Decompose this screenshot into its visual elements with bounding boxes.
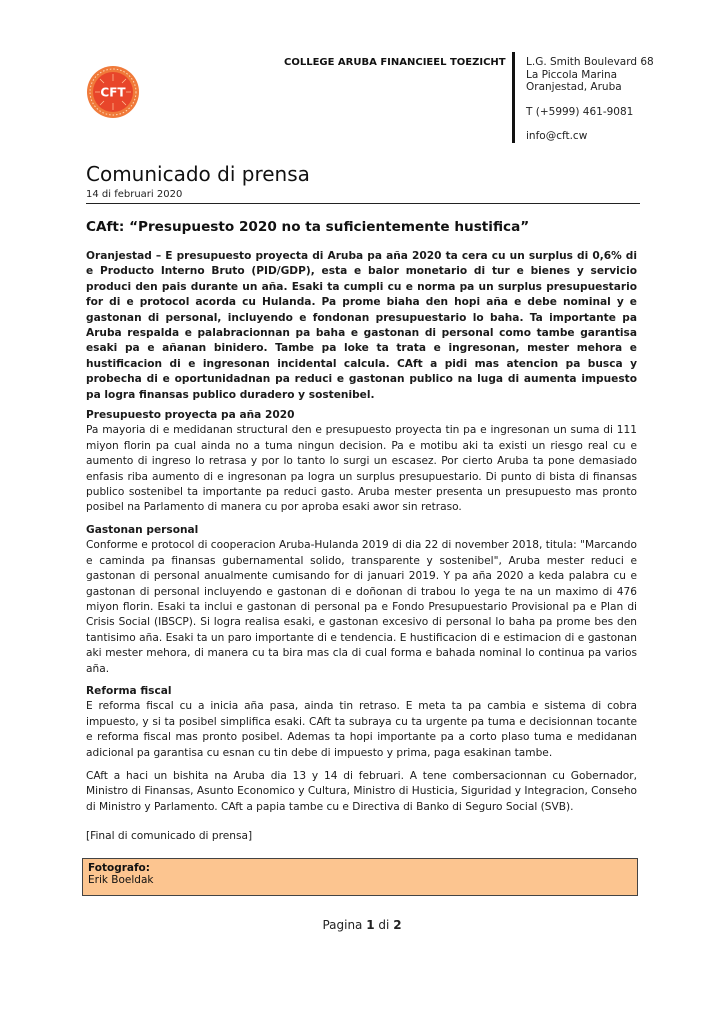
address-line-1: L.G. Smith Boulevard 68 — [526, 56, 654, 68]
section-text: E reforma fiscal cu a inicia aña pasa, ainda tin retraso. E meta ta pa cambia e sistema di cobra impuesto, y si ta posibel simplifica esaki. CAft ta subraya cu ta urgente pa tuma e decisionnan tocante e reforma fiscal mas pronto posibel. Ademas ta hopi importante pa a corto plaso tuma e medidanan adicional pa garantisa cu esnan cu tin debe di impuesto y prima, paga esakinan tambe. — [86, 700, 637, 759]
phone: T (+5999) 461-9081 — [526, 105, 634, 118]
headline: CAft: “Presupuesto 2020 no ta suficientemente hustifica” — [86, 219, 530, 235]
page-prefix: Pagina — [322, 918, 363, 932]
section-personnel — [86, 523, 637, 677]
photographer-label: Fotografo: — [88, 862, 150, 874]
section-text: Pa mayoria di e medidanan structural den e presupuesto proyecta tin pa e ingresonan un suma di 111 miyon florin pa cual ainda no a tuma ningun decision. Pa e motibu aki ta existi un riesgo real cu e aumento di ingreso lo retrasa y por lo tanto lo surgi un escasez. Por cierto Aruba ta pone demasiado enfasis riba aumento di e ingresonan pa logra un surplus presupuestario. Di punto di bista di finansas publico sostenibel ta importante pa reduci gasto. Aruba mester presenta un presupuesto mas pronto posibel na Parlamento di manera cu por aproba esaki awor sin retraso. — [86, 424, 637, 514]
section-text: Conforme e protocol di cooperacion Aruba-Hulanda 2019 di dia 22 di november 2018, titula: "Marcando e caminda pa finansas gubernamental solido, transparente y sostenibel", Aruba mester reduci e gastonan di personal anualmente cumisando for di januari 2019. Y pa aña 2020 a keda palabra cu e gastonan di personal incluyendo e gastonan di e doñonan di trabou lo yega te na un maximo di 476 miyon florin. Esaki ta inclui e gastonan di personal pa e Fondo Presupuestario Provisional pa e Plan di Crisis Social (IBSCP). Si logra realisa esaki, e gastonan excesivo di personal lo baha pa prome bes den tantisimo aña. Esaki ta un paro importante di e tendencia. E hustificacion di e estimacion di e gastonan aki mester mehora, di manera cu ta bira mas cla di cual forma e bahada nominal lo continua pa varios aña. — [86, 539, 637, 675]
current-page: 1 — [366, 918, 375, 932]
visit-paragraph: CAft a haci un bishita na Aruba dia 13 y 14 di februari. A tene combersacionnan cu Gobernador, Ministro di Finansas, Asunto Economico y Cultura, Ministro di Husticia, Siguridad y Integracion, Conseho di Ministro y Parlamento. CAft a papia tambe cu e Directiva di Banko di Seguro Social (SVB). — [86, 770, 638, 813]
title-divider — [86, 203, 640, 204]
address-line-3: Oranjestad, Aruba — [526, 81, 622, 93]
address-line-2: La Piccola Marina — [526, 68, 618, 81]
email-link[interactable]: info@cft.cw — [526, 130, 588, 142]
logo — [86, 65, 140, 119]
release-date: 14 di februari 2020 — [86, 189, 183, 200]
page-title: Comunicado di prensa — [86, 162, 310, 186]
page-indicator — [0, 918, 724, 932]
org-name: COLLEGE ARUBA FINANCIEEL TOEZICHT — [284, 57, 506, 68]
contact-block — [526, 56, 654, 143]
end-note: [Final di comunicado di prensa] — [86, 830, 253, 842]
header-divider — [512, 52, 515, 143]
total-pages: 2 — [393, 918, 402, 932]
logo-text: CFT — [100, 85, 126, 100]
lead-paragraph: Oranjestad – E presupuesto proyecta di Aruba pa aña 2020 ta cera cu un surplus di 0,6% di e Producto Interno Bruto (PID/GDP), esta e balor monetario di tur e bienes y servicio produci den pais durante un aña. Esaki ta cumpli cu e norma pa un surplus presupuestario for di e protocol acorda cu Hulanda. Pa prome biaha den hopi aña e debe nominal y e gastonan di personal, incluyendo e fondonan presupuestario lo baha. Ta importante pa Aruba respalda e palabracionnan pa baha e gastonan di personal como tambe garantisa esaki pa e añanan binidero. Tambe pa loke ta trata e ingresonan, mester mehora e hustificacion di e ingresonan incidental calcula. CAft a pidi mas atencion pa busca y probecha di e oportunidadnan pa reduci e gastonan publico na luga di aumenta impuesto pa logra finansas publico duradero y sostenibel. — [86, 250, 637, 401]
section-heading: Reforma fiscal — [86, 685, 172, 697]
cft-logo-icon — [86, 65, 140, 119]
section-budget — [86, 408, 637, 516]
photographer-box — [82, 858, 638, 896]
section-heading: Presupuesto proyecta pa aña 2020 — [86, 409, 295, 421]
page-sep: di — [378, 918, 390, 932]
photographer-name: Erik Boeldak — [88, 874, 154, 886]
section-heading: Gastonan personal — [86, 524, 199, 536]
section-tax-reform — [86, 684, 637, 761]
